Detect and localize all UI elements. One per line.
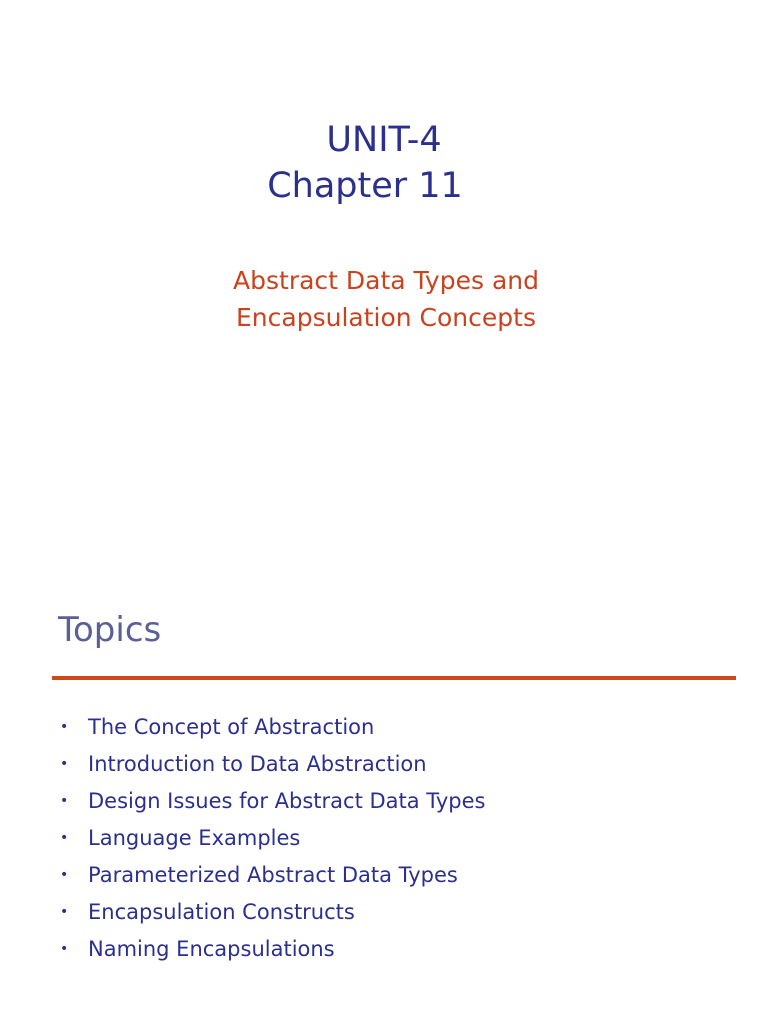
list-item bbox=[60, 782, 485, 819]
subtitle-line-2: Encapsulation Concepts bbox=[236, 303, 536, 332]
bullet-icon: • bbox=[60, 792, 69, 809]
chapter-title: Chapter 11 bbox=[267, 166, 463, 206]
subtitle-line-1: Abstract Data Types and bbox=[233, 266, 539, 295]
heading-divider bbox=[52, 676, 736, 680]
bullet-icon: • bbox=[60, 866, 69, 883]
unit-title: UNIT-4 bbox=[326, 120, 442, 160]
list-item bbox=[60, 856, 485, 893]
list-item-text: Design Issues for Abstract Data Types bbox=[88, 788, 486, 813]
list-item bbox=[60, 819, 485, 856]
bullet-icon: • bbox=[60, 903, 69, 920]
bullet-icon: • bbox=[60, 829, 69, 846]
list-item bbox=[60, 708, 485, 745]
list-item bbox=[60, 745, 485, 782]
bullet-icon: • bbox=[60, 755, 69, 772]
list-item-text: Naming Encapsulations bbox=[88, 936, 335, 961]
bullet-icon: • bbox=[60, 940, 69, 957]
topic-list bbox=[60, 708, 485, 967]
slide-subtitle bbox=[0, 262, 768, 336]
topics-heading: Topics bbox=[58, 610, 162, 650]
list-item bbox=[60, 930, 485, 967]
bullet-icon: • bbox=[60, 718, 69, 735]
topics-slide bbox=[0, 512, 768, 1024]
list-item bbox=[60, 893, 485, 930]
list-item-text: Encapsulation Constructs bbox=[88, 899, 355, 924]
list-item-text: Parameterized Abstract Data Types bbox=[88, 862, 458, 887]
list-item-text: The Concept of Abstraction bbox=[88, 714, 375, 739]
list-item-text: Introduction to Data Abstraction bbox=[88, 751, 427, 776]
list-item-text: Language Examples bbox=[88, 825, 301, 850]
